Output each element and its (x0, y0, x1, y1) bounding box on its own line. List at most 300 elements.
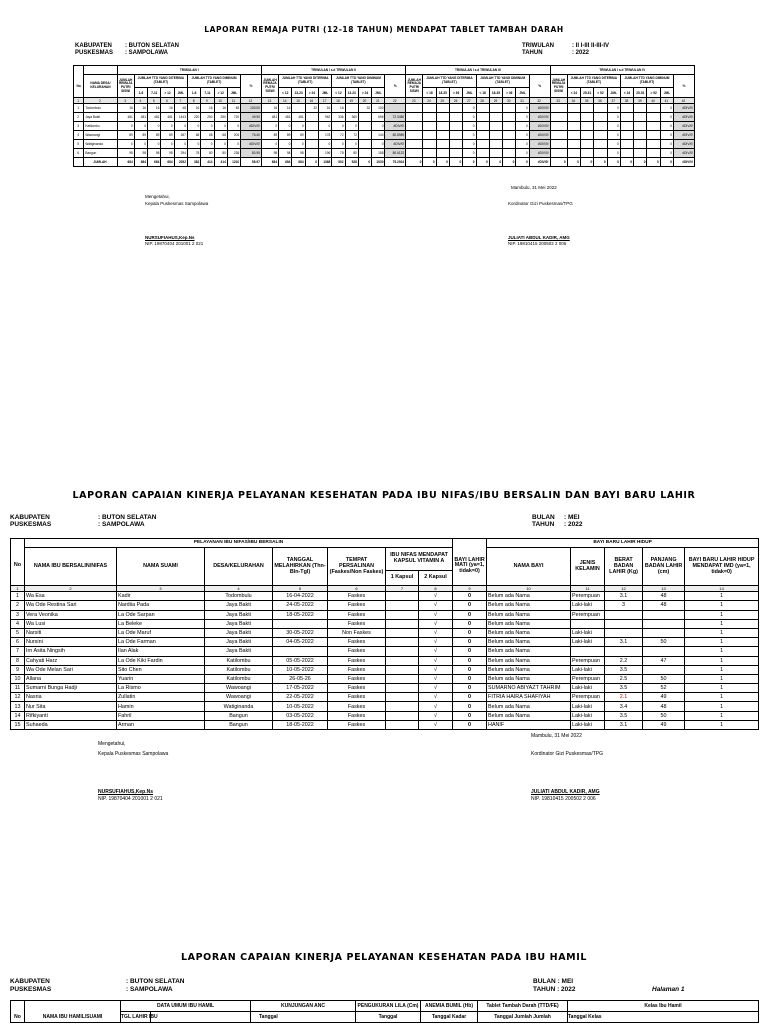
report2-col-suami: NAMA SUAMI (117, 548, 205, 586)
report2-cell-kapsul2: √ (419, 656, 453, 665)
report1-cell: 267 (174, 131, 187, 140)
report1-cell (647, 131, 660, 140)
report1-row (74, 113, 695, 122)
report1-cell: 0 (161, 122, 174, 131)
report1-cell (620, 113, 633, 122)
report1-cell: 481 (148, 113, 161, 122)
report1-cell: 0 (607, 104, 620, 113)
report1-col-diminum: JUMLAH TTD YANG DIMINUM (TABLET) (332, 75, 385, 88)
report2-colnum: 11 (571, 586, 605, 592)
report1-cell: 178 (319, 131, 332, 140)
report1-col-diterima: JUMLAH TTD YANG DITERIMA (TABLET) (134, 75, 187, 88)
report1-cell (406, 131, 423, 140)
report1-row (74, 140, 695, 149)
report3-bulan: BULAN : MEI (533, 978, 574, 985)
report1-colnum: 6 (161, 98, 174, 104)
report2-cell-lahir-mati: 0 (453, 684, 487, 693)
report1-cell: 16 (201, 104, 214, 113)
report1-cell: 684 (279, 158, 292, 167)
report1-cell: 48 (227, 104, 240, 113)
report2-cell-suami: La Ode Sarpan (117, 610, 205, 619)
report2-cell-panjang: 50 (643, 674, 685, 683)
report2-cell-panjang (643, 619, 685, 628)
report2-cell-nama-bayi: Belum ada Nama (487, 638, 571, 647)
report1-cell (305, 113, 318, 122)
report2-row (11, 647, 759, 656)
report2-row (11, 638, 759, 647)
report1-cell: 0 (261, 122, 278, 131)
report2-cell-tempat: Faskes (328, 592, 386, 601)
report1-cell: 0 (607, 158, 620, 167)
report1-cell (449, 149, 462, 158)
report2-cell-ibu: Vera Veonika (25, 610, 117, 619)
report1-cell: #DIV/0! (529, 149, 550, 158)
report2-cell-imd: 1 (685, 665, 759, 674)
report2-cell-jk: Laki-laki (571, 665, 605, 674)
report1-colnum: 31 (516, 98, 529, 104)
report2-cell-panjang: 49 (643, 693, 685, 702)
report1-cell: 49.90 (241, 113, 262, 122)
report1-colnum: 18 (332, 98, 345, 104)
report2-row (11, 702, 759, 711)
report2-cell-tanggal: 18-05-2022 (273, 610, 328, 619)
report1-subcol-2: > 24 (358, 88, 371, 98)
report1-subcol-2: 13-23 (345, 88, 358, 98)
report2-cell-tempat: Faskes (328, 702, 386, 711)
report2-cell-tempat: Faskes (328, 665, 386, 674)
report1-colnum: 37 (607, 98, 620, 104)
report2-cell-no: 9 (11, 665, 25, 674)
report1-colnum: 41 (660, 98, 673, 104)
report2-cell-ibu: Wa Esa (25, 592, 117, 601)
report2-cell-kapsul2: √ (419, 702, 453, 711)
report1-cell (594, 104, 607, 113)
report2-cell-tempat: Faskes (328, 601, 386, 610)
report1-cell: 0 (292, 140, 305, 149)
report2-cell-tempat: Faskes (328, 720, 386, 729)
report2-sig-right-role: Kordinator Gizi Puskesmas/TPG (531, 751, 603, 757)
report2-cell-panjang (643, 628, 685, 637)
report2-cell-kapsul1 (386, 665, 419, 674)
report1-cell: 720 (227, 113, 240, 122)
report1-cell (436, 149, 449, 158)
report1-sig-place-date: Mambulu, 31 Mei 2022 (511, 185, 557, 190)
report1-cell: 0 (463, 122, 476, 131)
report1-cell: 98 (292, 149, 305, 158)
report2-cell-desa: Katilombu (205, 674, 273, 683)
report1-col-diminum: JUMLAH TTD YANG DIMINUM (TABLET) (476, 75, 529, 88)
report1-cell: 89 (261, 131, 278, 140)
report1-cell (581, 131, 594, 140)
report1-colnum: 10 (214, 98, 227, 104)
report1-colnum: 8 (187, 98, 200, 104)
report1-cell: 0 (516, 104, 529, 113)
report2-cell-kapsul2: √ (419, 610, 453, 619)
report1-cell: 98 (279, 149, 292, 158)
report2-cell-panjang (643, 647, 685, 656)
report1-subcol-4: < 24 (620, 88, 633, 98)
report2-colnum: 8 (419, 586, 453, 592)
report1-cell: 16 (319, 104, 332, 113)
report2-cell-suami: La Ode Maruf (117, 628, 205, 637)
report1-cell (423, 122, 436, 131)
report1-cell: 684 (117, 158, 134, 167)
report2-cell-tempat: Faskes (328, 610, 386, 619)
report1-cell (476, 149, 489, 158)
report2-cell-kapsul1 (386, 619, 419, 628)
report1-cell (634, 131, 647, 140)
report1-cell (581, 149, 594, 158)
report1-cell: 0 (406, 158, 423, 167)
report1-row-no: 3 (74, 122, 84, 131)
report1-colnum: 29 (489, 98, 502, 104)
report2-cell-jk: Laki-laki (571, 601, 605, 610)
report2-cell-no: 6 (11, 638, 25, 647)
report2-cell-no: 11 (11, 684, 25, 693)
report3-group-anemia: ANEMIA BUMIL (Hb) (421, 1001, 478, 1012)
report1-cell: 75.2924 (385, 158, 406, 167)
report1-subcol-2: < 12 (279, 88, 292, 98)
report1-cell: 72.3480 (385, 113, 406, 122)
report2-cell-suami: La Beleke (117, 619, 205, 628)
report1-row-desa: Bangun (84, 149, 117, 158)
report1-cell: #DIV/0! (674, 122, 695, 131)
report1-cell (634, 149, 647, 158)
report2-colnum: 14 (685, 586, 759, 592)
report1-cell (305, 131, 318, 140)
report2-col-panjang: PANJANG BADAN LAHIR (cm) (643, 548, 685, 586)
report1-cell: 0 (332, 140, 345, 149)
report1-sig-right-name: JULIATI ABDUL KADIR, AMG (508, 235, 570, 240)
report1-cell (503, 113, 516, 122)
report1-cell: 0 (261, 140, 278, 149)
report1-cell (449, 104, 462, 113)
report1-col-jumlah: JUMLAH REMAJA PUTRI SISWI (261, 75, 278, 98)
report1-cell (476, 113, 489, 122)
report1-sig-right-nip: NIP. 19810415 200502 2 006 (508, 241, 567, 246)
report2-tahun-label: TAHUN (532, 521, 555, 528)
report1-cell: 684 (148, 158, 161, 167)
report1-colnum: 7 (174, 98, 187, 104)
report1-colnum: 22 (385, 98, 406, 104)
report2-cell-nama-bayi: Belum ada Nama (487, 647, 571, 656)
report2-cell-ibu: Nur Sita (25, 702, 117, 711)
report1-subcol-3: JML (516, 88, 529, 98)
report1-subcol-1: 1-6 (187, 88, 200, 98)
report1-colnum: 15 (292, 98, 305, 104)
report2-cell-lahir-mati: 0 (453, 628, 487, 637)
report2-cell-no: 3 (11, 610, 25, 619)
report1-cell: 0 (516, 113, 529, 122)
report2-cell-panjang: 50 (643, 711, 685, 720)
report1-cell (567, 140, 580, 149)
report1-colnum: 30 (503, 98, 516, 104)
report1-cell: 0 (660, 140, 673, 149)
report1-cell (647, 104, 660, 113)
report2-cell-jk: Perempuan (571, 674, 605, 683)
report1-cell (594, 131, 607, 140)
report1-cell: 16 (134, 104, 147, 113)
report2-cell-suami: Yuarin (117, 674, 205, 683)
report2-cell-jk: Laki-laki (571, 702, 605, 711)
report1-cell (647, 113, 660, 122)
report1-cell: 0 (463, 131, 476, 140)
report1-cell (550, 122, 567, 131)
report1-cell: #DIV/0! (529, 140, 550, 149)
report1-cell: 98 (161, 149, 174, 158)
report2-col-nama-ibu: NAMA IBU BERSALIN/NIFAS (25, 548, 117, 586)
report1-row-desa: Katilombu (84, 122, 117, 131)
report1-cell: 0 (660, 131, 673, 140)
report1-puskesmas-label: PUSKESMAS (75, 50, 114, 56)
report1-cell: 250 (214, 113, 227, 122)
report1-colnum: 35 (581, 98, 594, 104)
report1-cell: 204 (227, 131, 240, 140)
report3-col-anemia: Tanggal Kadar (421, 1012, 478, 1023)
report1-cell: #DIV/0! (674, 113, 695, 122)
report2-col-no: No (11, 548, 25, 586)
report2-col-desa: DESA/KELURAHAN (205, 548, 273, 586)
report1-cell: 80 (345, 149, 358, 158)
report1-colnum: 3 (117, 98, 134, 104)
report2-cell-berat (605, 628, 643, 637)
report1-cell: 684 (161, 158, 174, 167)
report1-cell (449, 131, 462, 140)
report1-cell: 0 (550, 158, 567, 167)
report1-cell (503, 122, 516, 131)
report2-cell-berat: 3 (605, 601, 643, 610)
report1-cell (550, 113, 567, 122)
report2-cell-berat (605, 647, 643, 656)
report1-cell: 100 (372, 104, 385, 113)
report1-cell: 0 (620, 158, 633, 167)
report2-cell-lahir-mati: 0 (453, 711, 487, 720)
report1-row-no: 1 (74, 104, 84, 113)
report2-cell-no: 4 (11, 619, 25, 628)
report2-row (11, 592, 759, 601)
report1-cell: 1443 (174, 113, 187, 122)
report2-row (11, 720, 759, 729)
report2-cell-kapsul2: √ (419, 601, 453, 610)
report1-cell: 32 (305, 104, 318, 113)
report2-cell-desa: Jaya Bakti (205, 628, 273, 637)
report1-cell: 0 (581, 158, 594, 167)
report2-cell-berat: 3.1 (605, 592, 643, 601)
report1-cell: 144 (372, 131, 385, 140)
report1-cell: 58.97 (241, 158, 262, 167)
report1-cell: 1210 (227, 158, 240, 167)
report2-row (11, 601, 759, 610)
report1-colnum: 24 (423, 98, 436, 104)
report1-group-1: TRIWULAN I (117, 66, 261, 75)
report1-cell: 0 (201, 122, 214, 131)
report2-cell-suami: Ilan Alak (117, 647, 205, 656)
report2-colnum: 5 (273, 586, 328, 592)
report1-cell (489, 104, 502, 113)
report1-cell: 414 (201, 158, 214, 167)
report1-cell (594, 149, 607, 158)
report1-cell (476, 104, 489, 113)
report1-cell: 0 (607, 113, 620, 122)
report2-cell-lahir-mati: 0 (453, 656, 487, 665)
report1-colnum: 32 (529, 98, 550, 104)
report1-cell: 0 (117, 140, 134, 149)
report1-cell: 98 (148, 149, 161, 158)
report1-cell: 80.6122 (385, 149, 406, 158)
report2-cell-ibu: Rifkiyanti (25, 711, 117, 720)
report1-subcol-3: > 36 (449, 88, 462, 98)
report1-cell: #DIV/0! (241, 122, 262, 131)
report1-cell (305, 140, 318, 149)
report1-col-jumlah: JUMLAH REMAJA PUTRI SISWI (406, 75, 423, 98)
report1-col-pct: % (529, 75, 550, 98)
report2-cell-nama-bayi: Belum ada Nama (487, 711, 571, 720)
report1-cell (476, 131, 489, 140)
report3-group-lila: PENGUKURAN LILA (Cm) (356, 1001, 421, 1012)
report2-sig-right-nip: NIP. 19810415 200502 2 006 (531, 796, 596, 802)
report1-cell: 0 (201, 140, 214, 149)
report3-col-kelas: Tanggal Kelas (568, 1012, 759, 1023)
report2-row (11, 656, 759, 665)
report2-cell-tempat: Faskes (328, 638, 386, 647)
report2-cell-lahir-mati: 0 (453, 702, 487, 711)
report1-colnum: 2 (84, 98, 117, 104)
report2-cell-desa: Wawoangi (205, 684, 273, 693)
report1-cell: 684 (134, 158, 147, 167)
report1-subcol-2: JML (372, 88, 385, 98)
report2-col-jk: JENIS KELAMIN (571, 548, 605, 586)
report1-cell (489, 122, 502, 131)
report1-cell: 0 (372, 140, 385, 149)
report2-cell-suami: Hamin (117, 702, 205, 711)
report1-cell: 0 (214, 140, 227, 149)
report2-cell-panjang: 48 (643, 601, 685, 610)
report1-colnum: 27 (463, 98, 476, 104)
report1-cell (305, 149, 318, 158)
report1-cell (436, 140, 449, 149)
report1-colnum: 23 (406, 98, 423, 104)
report1-subcol-4: < 24 (567, 88, 580, 98)
report2-cell-tanggal: 18-05-2022 (273, 720, 328, 729)
report1-cell (489, 140, 502, 149)
report1-cell: 0 (161, 140, 174, 149)
report1-cell (305, 122, 318, 131)
report1-cell: 238 (227, 149, 240, 158)
report1-cell: 78 (187, 149, 200, 158)
report2-kabupaten-label: KABUPATEN (10, 514, 50, 521)
report2-cell-suami: La Ode Farman (117, 638, 205, 647)
report2-col-lahir-mati: BAYI LAHIR MATI (ya=1, tidak=0) (453, 548, 487, 586)
report2-cell-imd: 1 (685, 693, 759, 702)
report1-cell (406, 149, 423, 158)
report1-subcol-3: < 18 (423, 88, 436, 98)
report1-cell: 0 (607, 122, 620, 131)
report1-cell: 80.95 (241, 149, 262, 158)
report2-cell-panjang: 48 (643, 592, 685, 601)
report2-cell-ibu: Wa Ode Melan Sari (25, 665, 117, 674)
report3-puskesmas: : SAMPOLAWA (126, 986, 173, 993)
report2-colnum: 13 (643, 586, 685, 592)
report2-cell-suami: La Rismo (117, 684, 205, 693)
report3-puskesmas-label: PUSKESMAS (10, 986, 52, 993)
report1-cell: 89 (117, 131, 134, 140)
report1-cell: 68 (214, 131, 227, 140)
report2-cell-tempat: Faskes (328, 674, 386, 683)
report1-col-jumlah: JUMLAH REMAJA PUTRI SISWI (550, 75, 567, 98)
report2-cell-suami: La Ode Kiki Fardin (117, 656, 205, 665)
report1-cell: 0 (358, 158, 371, 167)
report1-cell (550, 140, 567, 149)
report1-cell: #DIV/0! (529, 131, 550, 140)
report1-cell: 0 (463, 140, 476, 149)
report1-cell: 0 (476, 158, 489, 167)
report1-cell (620, 104, 633, 113)
report2-cell-lahir-mati: 0 (453, 592, 487, 601)
report2-cell-desa: Watiginanda (205, 702, 273, 711)
report1-cell: 0 (332, 122, 345, 131)
report1-cell: #DIV/0! (674, 104, 695, 113)
report1-cell: 72 (332, 131, 345, 140)
report1-cell (358, 131, 371, 140)
report2-cell-tanggal: 22-05-2022 (273, 693, 328, 702)
report1-colnum: 9 (201, 98, 214, 104)
report2-cell-suami: Sito Chen (117, 665, 205, 674)
report1-tahun: : 2022 (572, 50, 590, 56)
report2-cell-nama-bayi: Belum ada Nama (487, 628, 571, 637)
report1-cell (358, 149, 371, 158)
report2-cell-jk: Laki-laki (571, 628, 605, 637)
report2-cell-jk: Perempuan (571, 693, 605, 702)
report1-cell: 80 (214, 149, 227, 158)
report3-col-tgl-lahir: TGL LAHIR IBU (121, 1012, 151, 1023)
report1-cell: 16 (332, 104, 345, 113)
report3-col-ttd: Tanggal Jumlah Jumlah (478, 1012, 568, 1023)
report2-row (11, 674, 759, 683)
report1-cell: 336 (332, 113, 345, 122)
report2-cell-kapsul1 (386, 684, 419, 693)
report1-cell (423, 149, 436, 158)
report1-cell: 0 (594, 158, 607, 167)
report1-cell: 0 (607, 140, 620, 149)
report1-colnum: 33 (550, 98, 567, 104)
report2-cell-kapsul1 (386, 711, 419, 720)
report1-subcol-1: > 12 (161, 88, 174, 98)
report3-group-ttd: Tablet Tambah Darah (TTD/FE) (478, 1001, 568, 1012)
report2-table (10, 538, 759, 730)
report2-cell-tanggal: 24-05-2022 (273, 601, 328, 610)
report1-cell: 0 (660, 158, 673, 167)
report2-cell-kapsul1 (386, 656, 419, 665)
report1-colnum: 28 (476, 98, 489, 104)
report1-cell: 481 (292, 113, 305, 122)
report1-total-label: JUMLAH (84, 158, 117, 167)
report1-cell: 0 (660, 104, 673, 113)
report1-cell: 0 (319, 140, 332, 149)
report2-row (11, 619, 759, 628)
report1-cell (358, 113, 371, 122)
report2-cell-ibu: Suhaeda (25, 720, 117, 729)
report1-cell (503, 104, 516, 113)
report1-cell (647, 140, 660, 149)
report2-col-imd: BAYI BARU LAHIR HIDUP MENDAPAT IMD (ya=1, tidak=0) (685, 548, 759, 586)
report2-row (11, 610, 759, 619)
report2-cell-no: 12 (11, 693, 25, 702)
report2-cell-kapsul2: √ (419, 674, 453, 683)
report2-sig-left-2: Kepala Puskesmas Sampolawa (98, 751, 169, 757)
report1-cell: 68 (187, 131, 200, 140)
report2-col-tanggal: TANGGAL MELAHIRKAN (Thn-Bln-Tgl) (273, 548, 328, 586)
report2-cell-kapsul1 (386, 674, 419, 683)
